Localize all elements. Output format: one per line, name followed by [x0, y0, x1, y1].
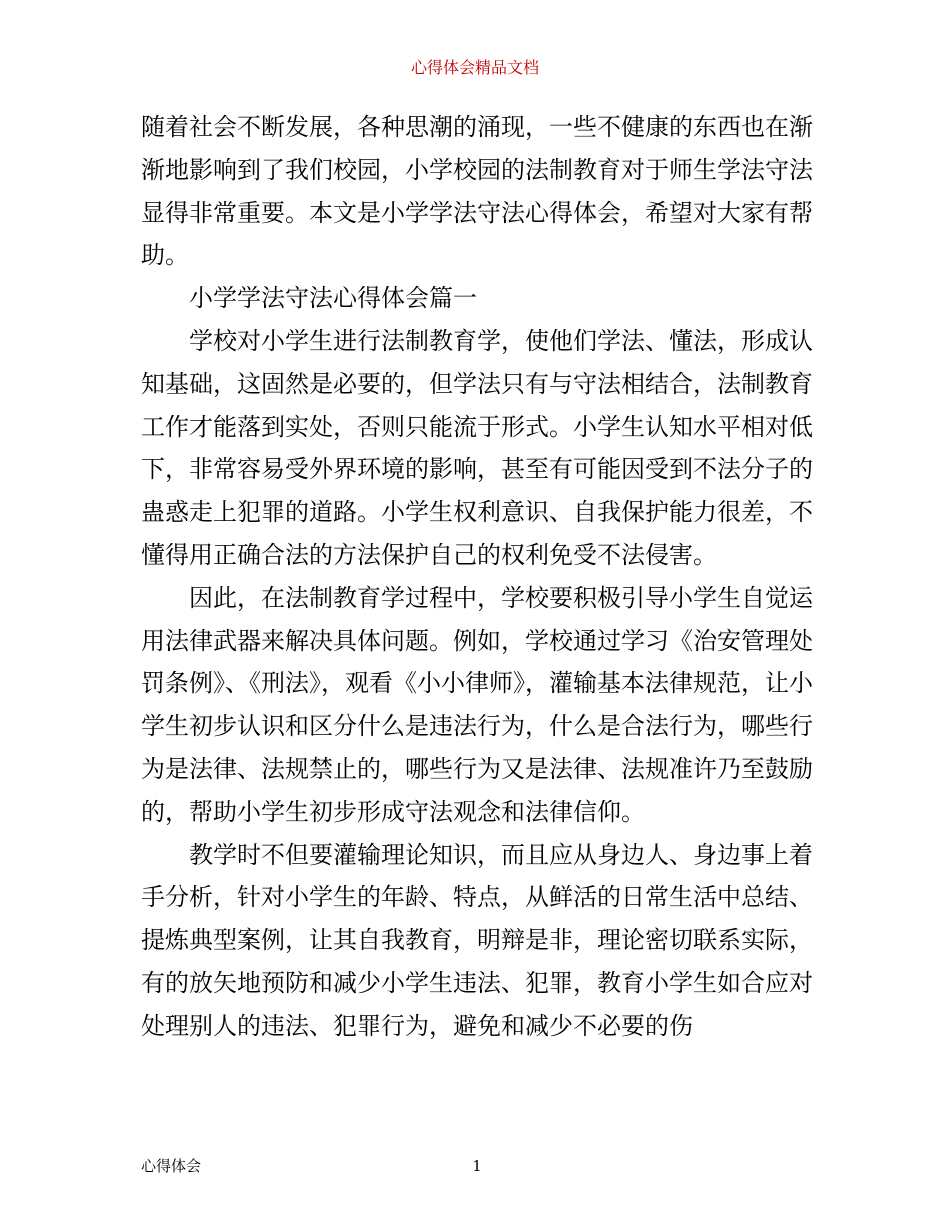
page-number: 1 [472, 1157, 482, 1175]
document-body [141, 106, 813, 1048]
section-heading: 小学学法守法心得体会篇一 [189, 284, 477, 313]
body-paragraph: 因此，在法制教育学过程中，学校要积极引导小学生自觉运用法律武器来解决具体问题。例如，学校通过学习《治安管理处罚条例》、《刑法》，观看《小小律师》，灌输基本法律规范，让小学生初步认识和区分什么是违法行为，什么是合法行为，哪些行为是法律、法规禁止的，哪些行为又是法律、法规准许乃至鼓励的，帮助小学生初步形成守法观念和法律信仰。 [141, 583, 813, 826]
body-paragraph: 学校对小学生进行法制教育学，使他们学法、懂法，形成认知基础，这固然是必要的，但学法只有与守法相结合，法制教育工作才能落到实处，否则只能流于形式。小学生认知水平相对低下，非常容易受外界环境的影响，甚至有可能因受到不法分子的蛊惑走上犯罪的道路。小学生权利意识、自我保护能力很差，不懂得用正确合法的方法保护自己的权利免受不法侵害。 [141, 326, 813, 569]
body-paragraph: 教学时不但要灌输理论知识，而且应从身边人、身边事上着手分析，针对小学生的年龄、特点，从鲜活的日常生活中总结、提炼典型案例，让其自我教育，明辩是非，理论密切联系实际，有的放矢地预防和减少小学生违法、犯罪，教育小学生如合应对处理别人的违法、犯罪行为，避免和减少不必要的伤 [141, 840, 813, 1040]
footer-label: 心得体会 [141, 1157, 202, 1175]
header-title: 心得体会精品文档 [410, 58, 539, 77]
intro-paragraph: 随着社会不断发展，各种思潮的涌现，一些不健康的东西也在渐渐地影响到了我们校园，小学校园的法制教育对于师生学法守法显得非常重要。本文是小学学法守法心得体会，希望对大家有帮助。 [141, 113, 813, 270]
